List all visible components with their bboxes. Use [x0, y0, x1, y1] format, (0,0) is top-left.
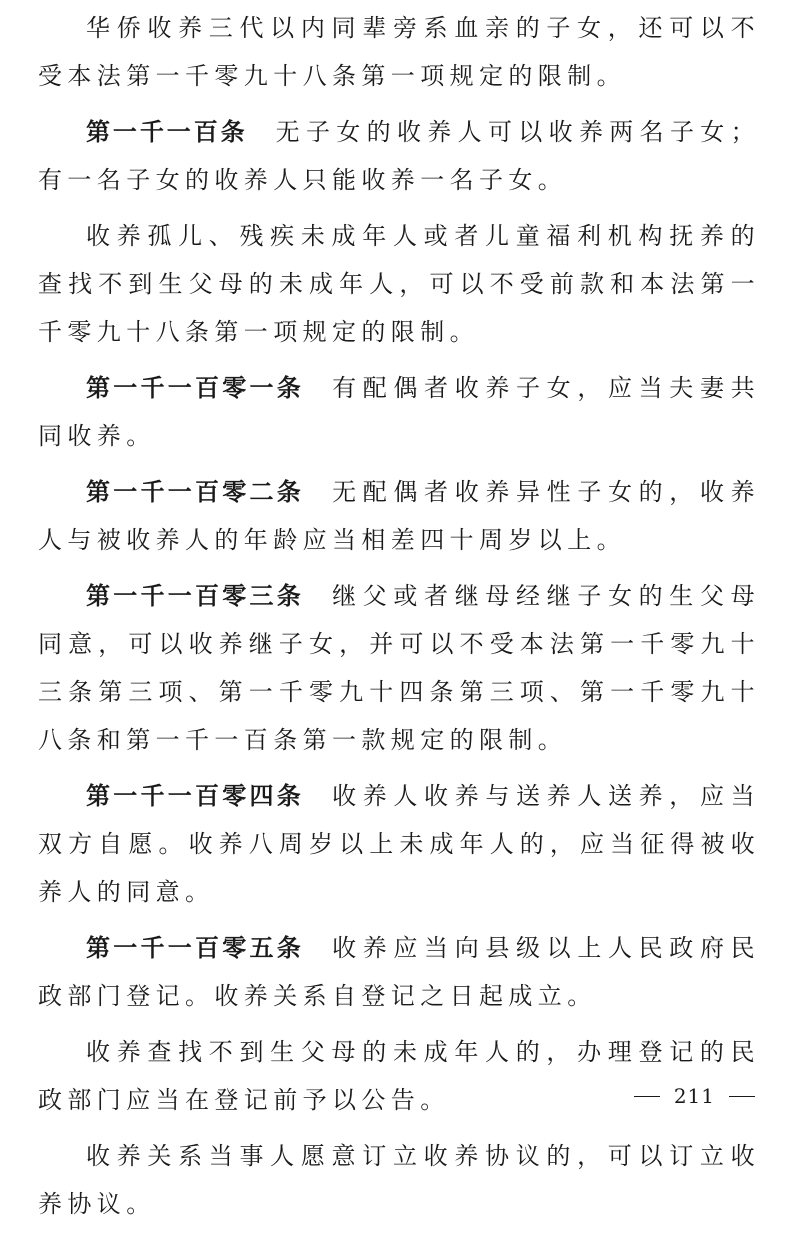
article-number: 第一千一百零五条 [86, 934, 305, 962]
article-1101 [38, 364, 760, 460]
article-text: 无配偶者收养异性子女的，收养人与被收养人的年龄应当相差四十周岁以上。 [38, 478, 760, 554]
article-number: 第一千一百条 [86, 118, 248, 146]
footer-dash-left [634, 1096, 660, 1097]
article-number: 第一千一百零四条 [86, 782, 305, 810]
article-1103 [38, 572, 760, 764]
article-number: 第一千一百零二条 [86, 478, 305, 506]
page-number: 211 [673, 1084, 715, 1108]
article-text: 收养应当向县级以上人民政府民政部门登记。收养关系自登记之日起成立。 [38, 934, 760, 1010]
article-number: 第一千一百零一条 [86, 374, 305, 402]
article-1105 [38, 924, 760, 1020]
article-1105-paragraph-3 [38, 1132, 760, 1228]
paragraph-text: 收养关系当事人愿意订立收养协议的，可以订立收养协议。 [38, 1142, 760, 1218]
article-text: 继父或者继母经继子女的生父母同意，可以收养继子女，并可以不受本法第一千零九十三条第三项、第一千零九十四条第三项、第一千零九十八条和第一千一百条第一款规定的限制。 [38, 582, 760, 754]
article-1104 [38, 772, 760, 916]
footer-dash-right [729, 1096, 755, 1097]
article-1102 [38, 468, 760, 564]
article-text: 有配偶者收养子女，应当夫妻共同收养。 [38, 374, 760, 450]
paragraph-overseas-chinese-adoption [38, 4, 760, 100]
paragraph-text: 收养查找不到生父母的未成年人的，办理登记的民政部门应当在登记前予以公告。 [38, 1038, 760, 1114]
article-text: 无子女的收养人可以收养两名子女；有一名子女的收养人只能收养一名子女。 [38, 118, 761, 194]
page-footer [634, 1082, 755, 1110]
article-text: 收养人收养与送养人送养，应当双方自愿。收养八周岁以上未成年人的，应当征得被收养人的同意。 [38, 782, 760, 906]
document-body [38, 4, 760, 1236]
article-number: 第一千一百零三条 [86, 582, 305, 610]
paragraph-text: 华侨收养三代以内同辈旁系血亲的子女，还可以不受本法第一千零九十八条第一项规定的限制。 [38, 14, 760, 90]
paragraph-text: 收养孤儿、残疾未成年人或者儿童福利机构抚养的查找不到生父母的未成年人，可以不受前款和本法第一千零九十八条第一项规定的限制。 [38, 222, 760, 346]
article-1100-paragraph-2 [38, 212, 760, 356]
article-1100 [38, 108, 760, 204]
